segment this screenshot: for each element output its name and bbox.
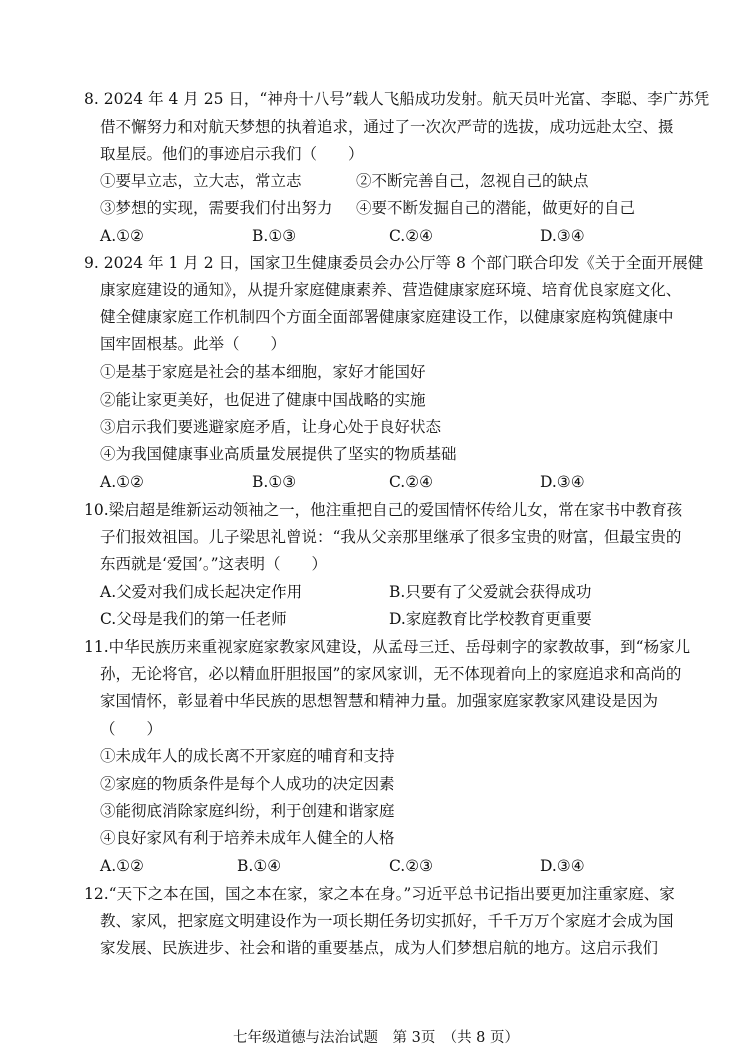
q11-option-d: D.③④ — [540, 857, 585, 875]
q9-option-b: B.①③ — [252, 473, 297, 491]
q8-option-d: D.③④ — [540, 227, 585, 245]
q8-stem-line1: 8. 2024 年 4 月 25 日，“神舟十八号”载人飞船成功发射。航天员叶光富、李聪、李广苏凭 — [84, 90, 710, 108]
q11-option-a: A.①② — [100, 857, 144, 875]
page-footer: 七年级道德与法治试题 第 3页 （共 8 页） — [232, 1030, 520, 1046]
q9-stem-line4: 国牢固根基。此举（ ） — [100, 335, 287, 353]
q10-option-a: A.父爱对我们成长起决定作用 — [100, 583, 303, 601]
q8-statement-2: ②不断完善自己，忽视自己的缺点 — [356, 172, 589, 190]
q10-stem-line2: 子们报效祖国。儿子梁思礼曾说：“我从父亲那里继承了很多宝贵的财富，但最宝贵的 — [100, 528, 682, 546]
q9-statement-2: ②能让家更美好，也促进了健康中国战略的实施 — [100, 391, 426, 409]
q10-stem-line3: 东西就是‘爱国’。”这表明（ ） — [100, 555, 328, 573]
q8-stem-line3: 取星辰。他们的事迹启示我们（ ） — [100, 145, 364, 163]
q11-stem-line3: 家国情怀，彰显着中华民族的思想智慧和精神力量。加强家庭家教家风建设是因为 — [100, 692, 659, 710]
q9-statement-3: ③启示我们要逃避家庭矛盾，让身心处于良好状态 — [100, 418, 442, 436]
q11-option-b: B.①④ — [237, 857, 282, 875]
q8-option-b: B.①③ — [252, 227, 297, 245]
q11-statement-3: ③能彻底消除家庭纠纷，利于创建和谐家庭 — [100, 802, 395, 820]
q9-option-c: C.②④ — [389, 473, 434, 491]
q10-option-b: B.只要有了父爱就会获得成功 — [389, 583, 592, 601]
q8-statement-3: ③梦想的实现，需要我们付出努力 — [100, 199, 333, 217]
q8-statement-1: ①要早立志，立大志，常立志 — [100, 172, 302, 190]
q9-stem-line1: 9. 2024 年 1 月 2 日，国家卫生健康委员会办公厅等 8 个部门联合印发《关于全面开展健 — [84, 254, 704, 272]
q9-statement-4: ④为我国健康事业高质量发展提供了坚实的物质基础 — [100, 445, 457, 463]
q11-statement-2: ②家庭的物质条件是每个人成功的决定因素 — [100, 775, 395, 793]
q11-statement-1: ①未成年人的成长离不开家庭的哺育和支持 — [100, 747, 395, 765]
q11-option-c: C.②③ — [389, 857, 434, 875]
q9-option-a: A.①② — [100, 473, 144, 491]
q11-stem-line2: 孙，无论将官，必以精血肝胆报国”的家风家训，无不体现着向上的家庭追求和高尚的 — [100, 665, 682, 683]
q9-stem-line3: 健全健康家庭工作机制四个方面全面部署健康家庭建设工作，以健康家庭构筑健康中 — [100, 308, 674, 326]
q8-stem-line2: 借不懈努力和对航天梦想的执着追求，通过了一次次严苛的选拔，成功远赴太空、摄 — [100, 118, 674, 136]
q10-option-c: C.父母是我们的第一任老师 — [100, 610, 287, 628]
q11-statement-4: ④良好家风有利于培养未成年人健全的人格 — [100, 829, 395, 847]
q8-option-c: C.②④ — [389, 227, 434, 245]
q12-stem-line1: 12.“天下之本在国，国之本在家，家之本在身。”习近平总书记指出要更加注重家庭、家 — [84, 885, 675, 903]
q8-option-a: A.①② — [100, 227, 144, 245]
q8-statement-4: ④要不断发掘自己的潜能，做更好的自己 — [356, 199, 636, 217]
q12-stem-line2: 教、家风，把家庭文明建设作为一项长期任务切实抓好，千千万万个家庭才会成为国 — [100, 912, 674, 930]
q12-stem-line3: 家发展、民族进步、社会和谐的重要基点，成为人们梦想启航的地方。这启示我们 — [100, 939, 659, 957]
q9-option-d: D.③④ — [540, 473, 585, 491]
q10-option-d: D.家庭教育比学校教育更重要 — [389, 610, 592, 628]
q9-statement-1: ①是基于家庭是社会的基本细胞，家好才能国好 — [100, 363, 426, 381]
q11-stem-line4: （ ） — [100, 720, 163, 738]
q10-stem-line1: 10.梁启超是维新运动领袖之一，他注重把自己的爱国情怀传给儿女，常在家书中教育孩 — [84, 501, 683, 519]
q11-stem-line1: 11.中华民族历来重视家庭家教家风建设，从孟母三迁、岳母刺字的家教故事，到“杨家儿 — [84, 638, 691, 656]
q9-stem-line2: 康家庭建设的通知》，从提升家庭健康素养、营造健康家庭环境、培育优良家庭文化、 — [100, 281, 682, 299]
